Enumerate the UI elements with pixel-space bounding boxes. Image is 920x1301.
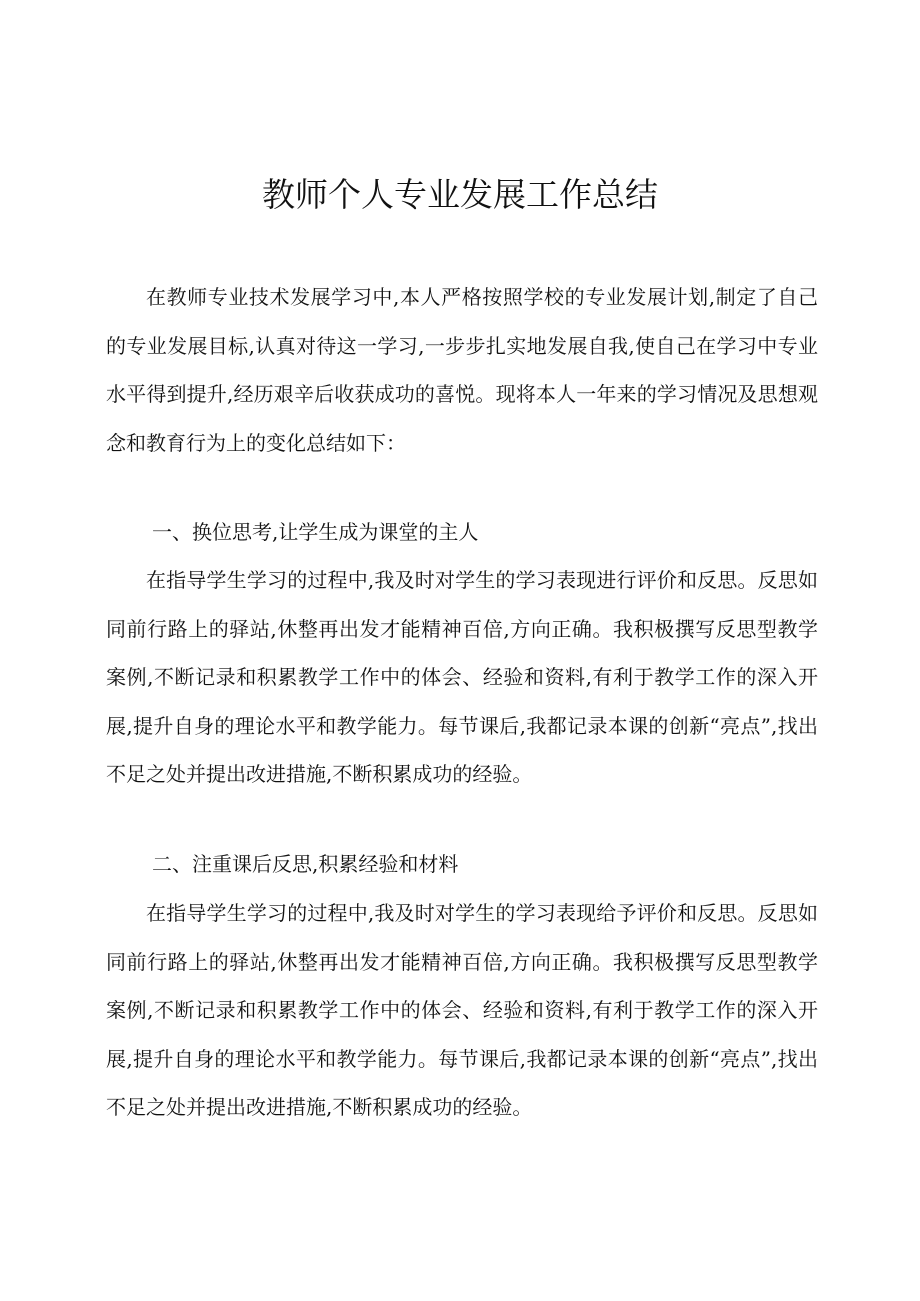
section-2-heading: 二、注重课后反思,积累经验和材料 [152,852,459,876]
document-title: 教师个人专业发展工作总结 [262,175,658,214]
section-2-paragraph: 在指导学生学习的过程中,我及时对学生的学习表现给予评价和反思。反思如同前行路上的驿站,休整再出发才能精神百倍,方向正确。我积极撰写反思型教学案例,不断记录和积累教学工作中的体会、经验和资料,有利于教学工作的深入开展,提升自身的理论水平和教学能力。每节课后,我都记录本课的创新“亮点”,找出不足之处并提出改进措施,不断积累成功的经验。 [106,901,818,1120]
section-1-heading: 一、换位思考,让学生成为课堂的主人 [152,520,479,544]
section-1-paragraph: 在指导学生学习的过程中,我及时对学生的学习表现进行评价和反思。反思如同前行路上的驿站,休整再出发才能精神百倍,方向正确。我积极撰写反思型教学案例,不断记录和积累教学工作中的体会、经验和资料,有利于教学工作的深入开展,提升自身的理论水平和教学能力。每节课后,我都记录本课的创新“亮点”,找出不足之处并提出改进措施,不断积累成功的经验。 [106,568,818,787]
intro-paragraph: 在教师专业技术发展学习中,本人严格按照学校的专业发展计划,制定了自己的专业发展目标,认真对待这一学习,一步步扎实地发展自我,使自己在学习中专业水平得到提升,经历艰辛后收获成功的喜悦。现将本人一年来的学习情况及思想观念和教育行为上的变化总结如下： [106,285,818,455]
